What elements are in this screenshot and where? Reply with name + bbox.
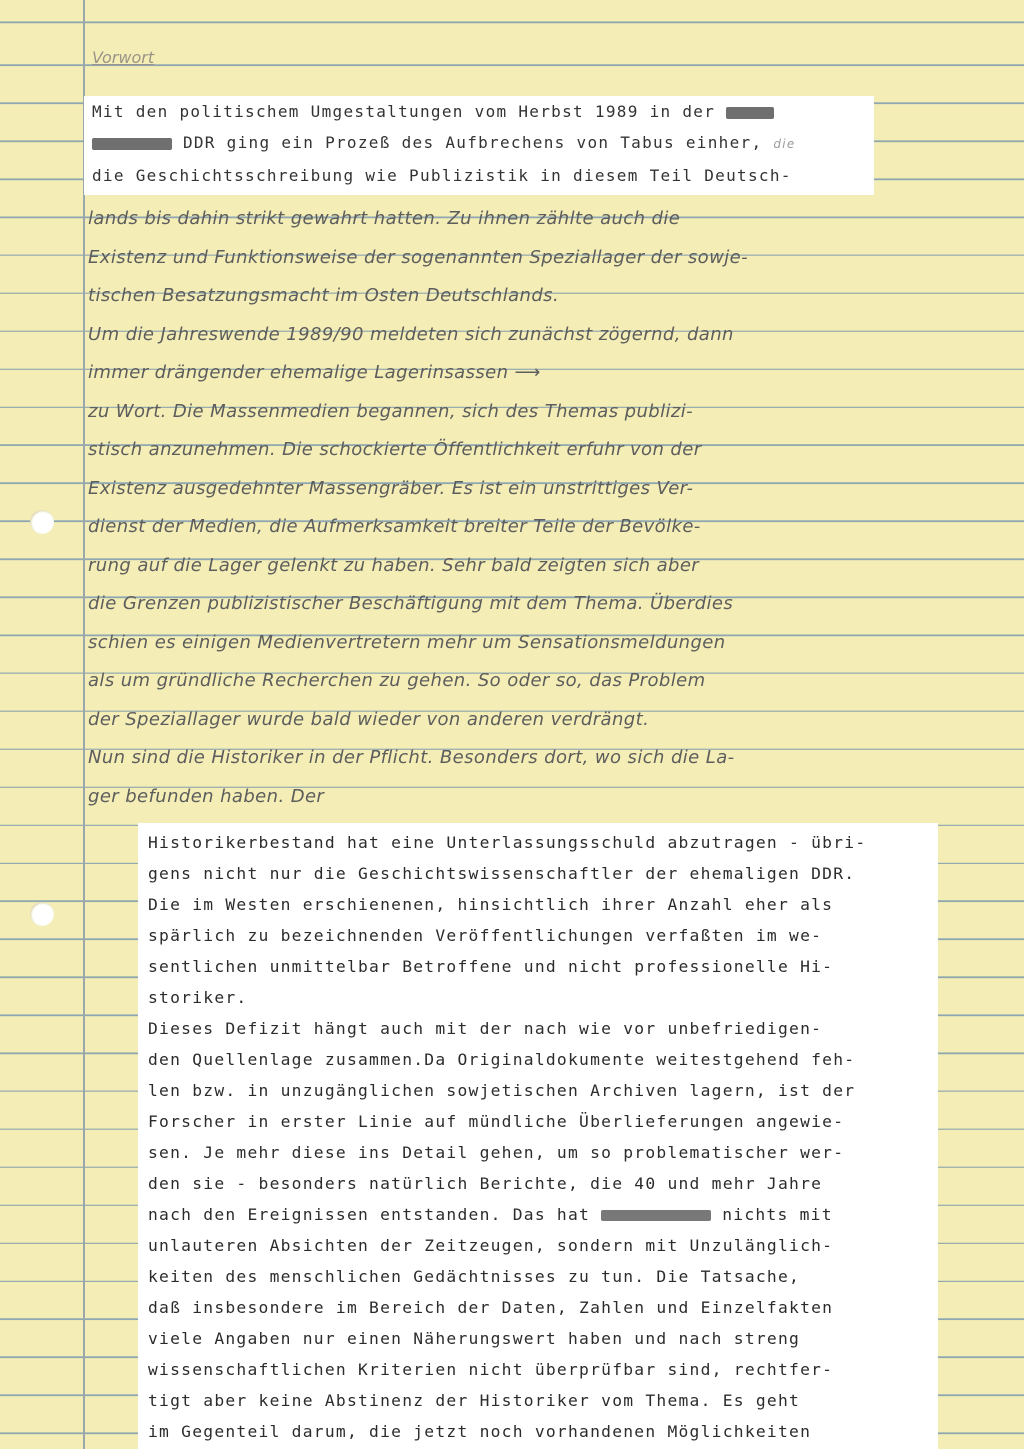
text-line: spärlich zu bezeichnenden Veröffentlichungen verfaßten im we-: [148, 926, 823, 945]
text-line: daß insbesondere im Bereich der Daten, Zahlen und Einzelfakten: [148, 1298, 834, 1317]
handwritten-line: als um gründliche Recherchen zu gehen. So oder so, das Problem: [88, 670, 706, 691]
handwritten-line: schien es einigen Medienvertretern mehr um Sensationsmeldungen: [88, 631, 726, 653]
text-line: keiten des menschlichen Gedächtnisses zu tun. Die Tatsache,: [148, 1267, 801, 1286]
punch-hole: [30, 510, 54, 534]
text-line: im Gegenteil darum, die jetzt noch vorhandenen Möglichkeiten: [148, 1422, 812, 1441]
handwritten-line: lands bis dahin strikt gewahrt hatten. Zu ihnen zählte auch die: [88, 208, 681, 229]
handwritten-line: Existenz ausgedehnter Massengräber. Es ist ein unstrittiges Ver-: [88, 477, 694, 499]
text-line: tigt aber keine Abstinenz der Historiker vom Thema. Es geht: [148, 1391, 801, 1410]
handwritten-line: rung auf die Lager gelenkt zu haben. Sehr bald zeigten sich aber: [88, 554, 700, 576]
text-line: Mit den politischem Umgestaltungen vom Herbst 1989 in der: [92, 96, 874, 127]
handwritten-line: Existenz und Funktionsweise der sogenannten Speziallager der sowje-: [88, 246, 748, 268]
handwritten-line: die Grenzen publizistischer Beschäftigung mit dem Thema. Überdies: [88, 593, 734, 614]
text-line: unlauteren Absichten der Zeitzeugen, sondern mit Unzulänglich-: [148, 1236, 834, 1255]
redaction-mark: [726, 107, 774, 119]
text-line: gens nicht nur die Geschichtswissenschaftler der ehemaligen DDR.: [148, 864, 856, 883]
redaction-mark: [601, 1210, 711, 1221]
text-line: sentlichen unmittelbar Betroffene und nicht professionelle Hi-: [148, 957, 834, 976]
handwritten-line: ger befunden haben. Der: [88, 785, 325, 807]
text-line: len bzw. in unzugänglichen sowjetischen Archiven lagern, ist der: [148, 1081, 856, 1100]
margin-line: [83, 0, 85, 1449]
text-line: viele Angaben nur einen Näherungswert haben und nach streng: [148, 1329, 801, 1348]
handwritten-line: Um die Jahreswende 1989/90 meldeten sich zunächst zögernd, dann: [88, 323, 734, 345]
handwritten-line: Nun sind die Historiker in der Pflicht. Besonders dort, wo sich die La-: [88, 747, 735, 768]
text-line: nach den Ereignissen entstanden. Das hat nichts mit: [148, 1205, 833, 1224]
text-line: die Geschichtsschreibung wie Publizistik in diesem Teil Deutsch-: [92, 166, 792, 185]
text-line: storiker.: [148, 988, 248, 1007]
handwritten-line: immer drängender ehemalige Lagerinsassen ⟶: [88, 362, 541, 383]
text-line: den Quellenlage zusammen.Da Originaldokumente weitestgehend feh-: [148, 1050, 856, 1069]
handwritten-line: stisch anzunehmen. Die schockierte Öffentlichkeit erfuhr von der: [88, 439, 702, 460]
text-line: DDR ging ein Prozeß des Aufbrechens von Tabus einher, die: [92, 127, 874, 160]
arrow-icon: ⟶: [514, 362, 541, 383]
page-heading: Vorwort: [92, 48, 155, 67]
text-line: wissenschaftlichen Kriterien nicht überprüfbar sind, rechtfer-: [148, 1360, 834, 1379]
handwritten-line: zu Wort. Die Massenmedien begannen, sich des Themas publizi-: [88, 400, 694, 422]
text-line: sen. Je mehr diese ins Detail gehen, um so problematischer wer-: [148, 1143, 845, 1162]
text-line: den sie - besonders natürlich Berichte, die 40 und mehr Jahre: [148, 1174, 823, 1193]
typed-paste-top: [84, 96, 874, 195]
handwritten-section: [88, 200, 1008, 816]
margin-note: die: [773, 137, 796, 151]
punch-hole: [30, 902, 54, 926]
text-line: Die im Westen erschienenen, hinsichtlich ihrer Anzahl eher als: [148, 895, 834, 914]
handwritten-line: tischen Besatzungsmacht im Osten Deutschlands.: [88, 285, 560, 306]
redaction-mark: [92, 138, 172, 150]
text-line: Historikerbestand hat eine Unterlassungsschuld abzutragen - übri-: [148, 833, 867, 852]
handwritten-line: der Speziallager wurde bald wieder von anderen verdrängt.: [88, 708, 650, 730]
text-line: Forscher in erster Linie auf mündliche Überlieferungen angewie-: [148, 1112, 845, 1131]
text-line: Dieses Defizit hängt auch mit der nach wie vor unbefriedigen-: [148, 1019, 823, 1038]
typed-paste-bottom: [138, 823, 938, 1449]
handwritten-line: dienst der Medien, die Aufmerksamkeit breiter Teile der Bevölke-: [88, 516, 701, 537]
